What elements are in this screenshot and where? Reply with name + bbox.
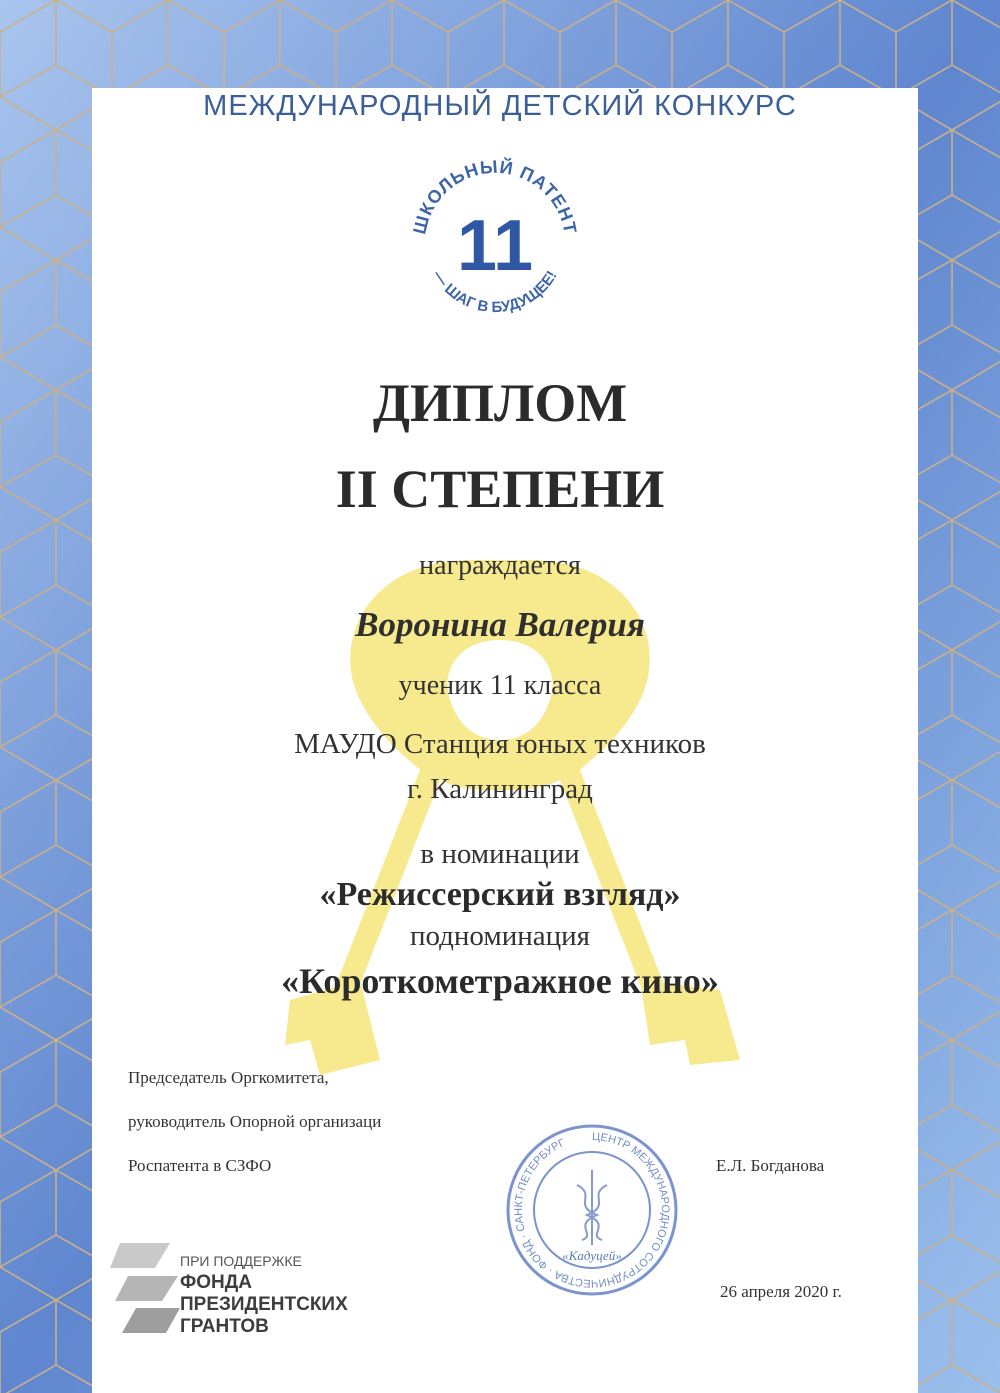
fund-line1: ПРИ ПОДДЕРЖКЕ — [180, 1253, 302, 1269]
fund-line2: ФОНДА — [180, 1272, 252, 1293]
diploma-degree: II СТЕПЕНИ — [335, 459, 665, 519]
signer-title-line2: руководитель Опорной организаци — [128, 1112, 382, 1131]
contest-title: МЕЖДУНАРОДНЫЙ ДЕТСКИЙ КОНКУРС — [203, 90, 797, 122]
school-name: МАУДО Станция юных техников — [294, 728, 706, 760]
signer-name: Е.Л. Богданова — [716, 1156, 825, 1175]
presidential-grants-fund-logo — [110, 1238, 390, 1358]
logo-number: 11 — [456, 206, 534, 286]
issue-date: 26 апреля 2020 г. — [720, 1282, 842, 1301]
diploma-title: ДИПЛОМ — [372, 373, 628, 433]
awarded-text: награждается — [419, 550, 581, 581]
signer-title-line3: Роспатента в СЗФО — [128, 1156, 272, 1175]
subnomination-title: «Короткометражное кино» — [281, 961, 719, 1001]
logo-arc-bottom: — ШАГ В БУДУЩЕЕ! — [429, 267, 561, 317]
nomination-label: в номинации — [420, 838, 580, 870]
grade-text: ученик 11 класса — [398, 670, 602, 701]
recipient-name: Воронина Валерия — [355, 605, 645, 644]
nomination-title: «Режиссерский взгляд» — [319, 876, 681, 913]
official-stamp — [502, 1120, 682, 1300]
subnomination-label: подноминация — [409, 920, 591, 952]
fund-line3: ПРЕЗИДЕНТСКИХ — [180, 1294, 348, 1315]
logo-arc-top: ШКОЛЬНЫЙ ПАТЕНТ — [409, 156, 581, 237]
signer-title-line1: Председатель Оргкомитета, — [128, 1068, 329, 1087]
stamp-center-text: «Кадуцей» — [562, 1248, 622, 1263]
fund-line4: ГРАНТОВ — [180, 1316, 269, 1337]
fund-emblem-icon — [110, 1238, 180, 1338]
school-patent-logo — [400, 148, 590, 338]
stamp-ring-text: ЦЕНТР МЕЖДУНАРОДНОГО СОТРУДНИЧЕСТВА · ФОНД · САНКТ-ПЕТЕРБУРГ — [512, 1130, 672, 1290]
city-name: г. Калининград — [407, 773, 593, 805]
